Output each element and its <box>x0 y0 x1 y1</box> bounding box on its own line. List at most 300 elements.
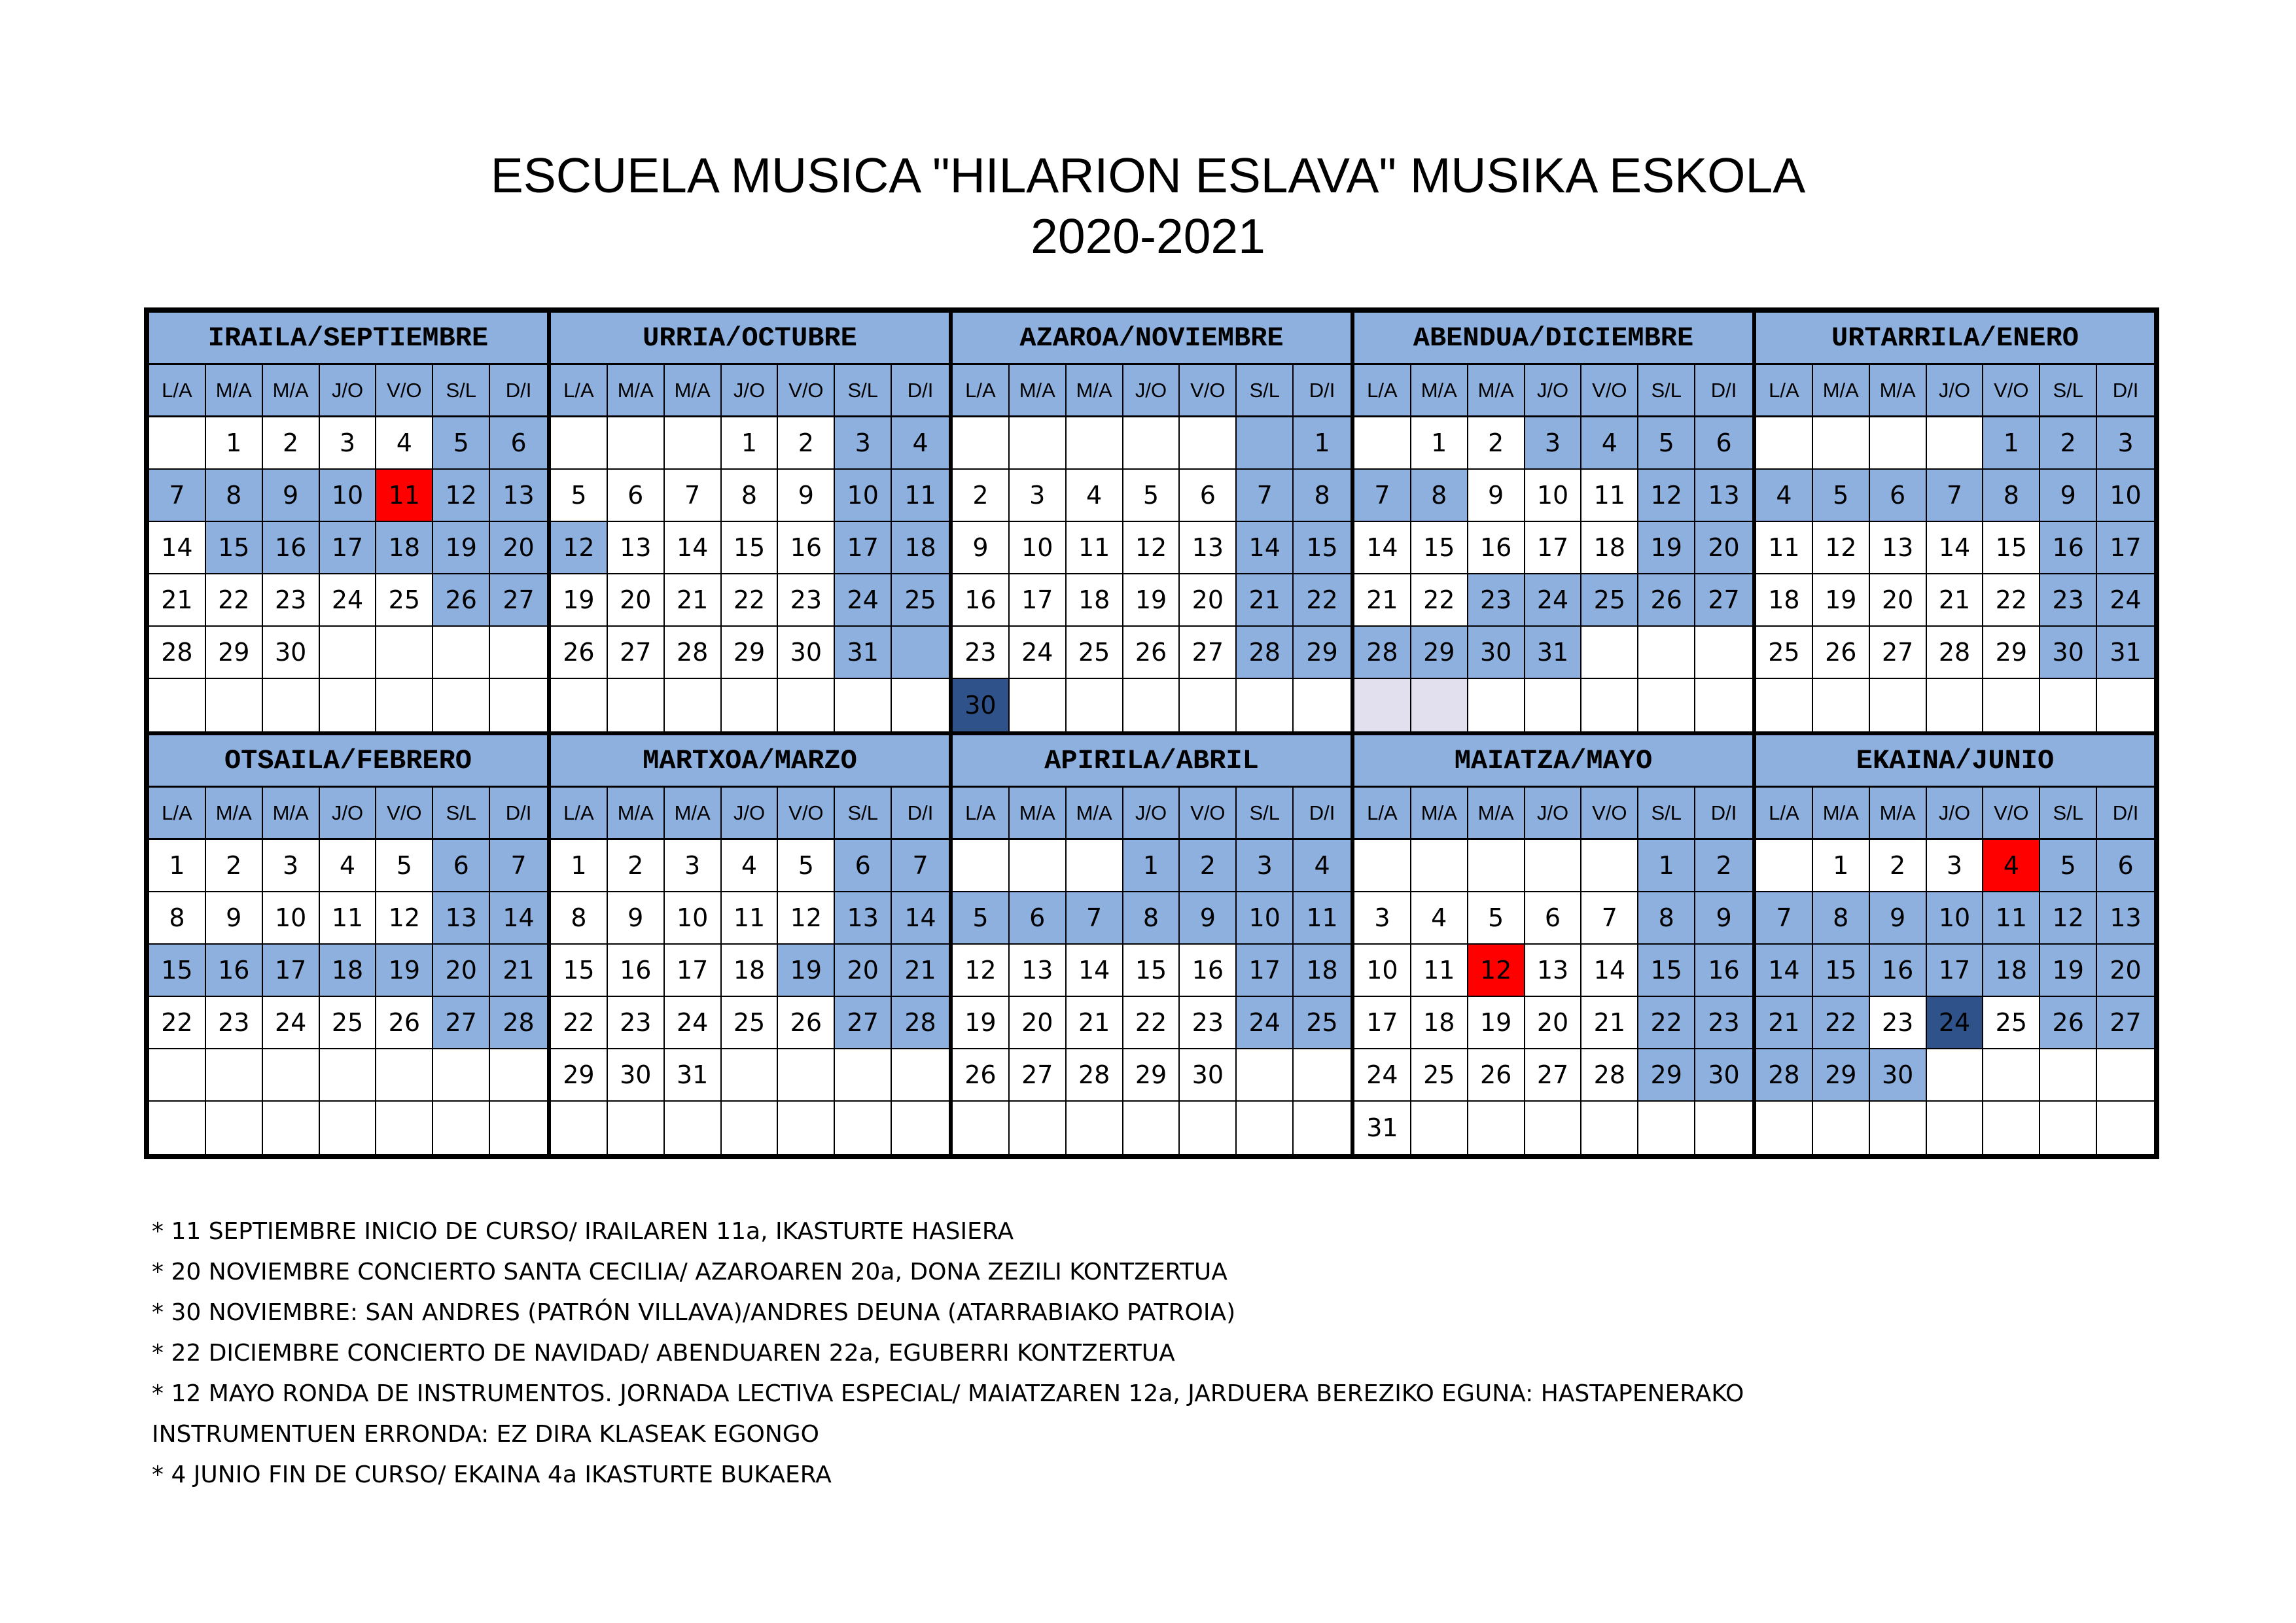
day-cell: 3 <box>1525 417 1582 470</box>
day-cell: 10 <box>263 892 320 945</box>
weekday-header: V/O <box>778 788 835 840</box>
day-cell: 27 <box>1010 1049 1067 1102</box>
day-cell: 12 <box>778 892 835 945</box>
weekday-header: D/I <box>490 365 547 417</box>
month-name: MAIATZA/MAYO <box>1354 735 1752 788</box>
day-cell: 27 <box>433 997 490 1049</box>
day-cell: 25 <box>722 997 779 1049</box>
day-cell: 20 <box>1695 522 1752 574</box>
day-cell: 21 <box>1581 997 1638 1049</box>
empty-cell <box>1180 1102 1237 1154</box>
weekday-header: M/A <box>608 365 665 417</box>
note-line: INSTRUMENTUEN ERRONDA: EZ DIRA KLASEAK EGONGO <box>152 1421 819 1448</box>
empty-cell <box>320 627 377 679</box>
day-cell: 22 <box>551 997 608 1049</box>
day-cell: 31 <box>1525 627 1582 679</box>
day-cell: 25 <box>376 574 433 627</box>
day-cell: 29 <box>206 627 263 679</box>
day-cell: 23 <box>608 997 665 1049</box>
day-cell: 5 <box>1813 470 1870 522</box>
day-cell: 25 <box>892 574 949 627</box>
empty-cell <box>1983 1049 2040 1102</box>
day-cell: 24 <box>1010 627 1067 679</box>
day-cell: 17 <box>665 945 722 997</box>
day-cell: 13 <box>1010 945 1067 997</box>
empty-cell <box>1010 679 1067 731</box>
day-cell: 23 <box>263 574 320 627</box>
day-cell: 19 <box>778 945 835 997</box>
day-cell: 12 <box>1468 945 1525 997</box>
day-cell: 29 <box>1638 1049 1695 1102</box>
note-line: * 20 NOVIEMBRE CONCIERTO SANTA CECILIA/ AZAROAREN 20a, DONA ZEZILI KONTZERTUA <box>152 1259 1227 1285</box>
day-cell: 10 <box>320 470 377 522</box>
empty-cell <box>1468 679 1525 731</box>
weekday-header: M/A <box>1870 365 1927 417</box>
month-name: MARTXOA/MARZO <box>551 735 949 788</box>
day-cell: 15 <box>1123 945 1180 997</box>
weekday-header: S/L <box>433 365 490 417</box>
weekday-header: D/I <box>892 365 949 417</box>
day-cell: 2 <box>778 417 835 470</box>
empty-cell <box>1638 679 1695 731</box>
empty-cell <box>1123 1102 1180 1154</box>
title-line-1: ESCUELA MUSICA "HILARION ESLAVA" MUSIKA ESKOLA <box>490 148 1806 203</box>
day-cell: 12 <box>376 892 433 945</box>
month-7 <box>951 733 1352 1156</box>
day-cell: 9 <box>1695 892 1752 945</box>
empty-cell <box>2040 1049 2097 1102</box>
day-cell: 19 <box>551 574 608 627</box>
day-cell: 28 <box>1756 1049 1813 1102</box>
empty-cell <box>1010 417 1067 470</box>
empty-cell <box>665 679 722 731</box>
weekday-header: M/A <box>665 788 722 840</box>
empty-cell <box>551 417 608 470</box>
day-cell: 16 <box>1695 945 1752 997</box>
empty-cell <box>433 1102 490 1154</box>
day-cell: 18 <box>1411 997 1468 1049</box>
page-title <box>0 145 2296 267</box>
empty-cell <box>835 679 892 731</box>
empty-cell <box>1756 417 1813 470</box>
day-cell: 25 <box>1067 627 1123 679</box>
day-cell: 21 <box>490 945 547 997</box>
day-cell: 15 <box>1294 522 1351 574</box>
day-cell: 7 <box>665 470 722 522</box>
day-cell: 19 <box>1468 997 1525 1049</box>
empty-cell <box>1581 679 1638 731</box>
empty-cell <box>1870 417 1927 470</box>
empty-cell <box>953 417 1010 470</box>
day-cell: 11 <box>1581 470 1638 522</box>
day-cell: 1 <box>551 840 608 892</box>
empty-cell <box>490 1102 547 1154</box>
day-cell: 8 <box>722 470 779 522</box>
empty-cell <box>2097 1102 2154 1154</box>
day-cell: 18 <box>1294 945 1351 997</box>
day-cell: 6 <box>1180 470 1237 522</box>
day-cell: 7 <box>1927 470 1984 522</box>
empty-cell <box>2097 679 2154 731</box>
day-cell: 26 <box>778 997 835 1049</box>
empty-cell <box>149 1102 206 1154</box>
weekday-header: S/L <box>1237 788 1294 840</box>
day-cell: 13 <box>2097 892 2154 945</box>
weekday-header: S/L <box>835 788 892 840</box>
day-cell: 2 <box>1870 840 1927 892</box>
day-cell: 27 <box>1180 627 1237 679</box>
empty-cell <box>778 679 835 731</box>
weekday-header: V/O <box>1983 788 2040 840</box>
day-cell: 2 <box>953 470 1010 522</box>
weekday-header: L/A <box>149 365 206 417</box>
weekday-header: S/L <box>2040 365 2097 417</box>
empty-cell <box>2040 1102 2097 1154</box>
empty-cell <box>1983 679 2040 731</box>
empty-cell <box>1294 1102 1351 1154</box>
empty-cell <box>1123 417 1180 470</box>
day-cell: 30 <box>1695 1049 1752 1102</box>
empty-cell <box>1468 1102 1525 1154</box>
day-cell: 29 <box>1813 1049 1870 1102</box>
day-cell: 1 <box>1638 840 1695 892</box>
day-cell: 28 <box>490 997 547 1049</box>
day-cell: 12 <box>433 470 490 522</box>
day-cell: 22 <box>1123 997 1180 1049</box>
day-cell: 22 <box>1294 574 1351 627</box>
day-cell: 26 <box>433 574 490 627</box>
day-cell: 31 <box>835 627 892 679</box>
day-cell: 15 <box>1411 522 1468 574</box>
day-cell: 4 <box>1983 840 2040 892</box>
empty-cell <box>1237 1049 1294 1102</box>
empty-cell <box>320 1102 377 1154</box>
day-cell: 6 <box>2097 840 2154 892</box>
month-8 <box>1352 733 1754 1156</box>
empty-cell <box>1294 679 1351 731</box>
weekday-header: V/O <box>376 365 433 417</box>
day-cell: 26 <box>1638 574 1695 627</box>
day-cell: 8 <box>1123 892 1180 945</box>
day-cell: 22 <box>149 997 206 1049</box>
day-cell: 6 <box>1870 470 1927 522</box>
day-cell: 20 <box>1525 997 1582 1049</box>
day-cell: 17 <box>1010 574 1067 627</box>
weekday-header: J/O <box>320 788 377 840</box>
weekday-header: S/L <box>2040 788 2097 840</box>
day-cell: 1 <box>1411 417 1468 470</box>
day-cell: 15 <box>551 945 608 997</box>
day-cell: 20 <box>835 945 892 997</box>
day-cell: 4 <box>1411 892 1468 945</box>
empty-cell <box>1695 1102 1752 1154</box>
weekday-header: L/A <box>953 365 1010 417</box>
day-cell: 6 <box>608 470 665 522</box>
empty-cell <box>2040 679 2097 731</box>
weekday-header: V/O <box>1180 365 1237 417</box>
day-cell: 13 <box>835 892 892 945</box>
empty-cell <box>263 1049 320 1102</box>
empty-cell <box>149 1049 206 1102</box>
day-cell: 9 <box>953 522 1010 574</box>
day-cell: 13 <box>1870 522 1927 574</box>
day-cell: 27 <box>608 627 665 679</box>
day-cell: 28 <box>1354 627 1411 679</box>
day-cell: 23 <box>778 574 835 627</box>
day-cell: 7 <box>1354 470 1411 522</box>
day-cell: 4 <box>892 417 949 470</box>
day-cell: 18 <box>722 945 779 997</box>
day-cell: 16 <box>778 522 835 574</box>
empty-cell <box>490 1049 547 1102</box>
day-cell: 28 <box>1927 627 1984 679</box>
day-cell: 31 <box>665 1049 722 1102</box>
day-cell: 17 <box>1525 522 1582 574</box>
month-1 <box>549 311 951 733</box>
empty-cell <box>433 627 490 679</box>
day-cell: 17 <box>320 522 377 574</box>
day-cell: 13 <box>608 522 665 574</box>
day-cell: 5 <box>2040 840 2097 892</box>
day-cell: 8 <box>149 892 206 945</box>
empty-cell <box>953 1102 1010 1154</box>
day-cell: 6 <box>490 417 547 470</box>
weekday-header: D/I <box>1695 365 1752 417</box>
day-cell: 29 <box>1983 627 2040 679</box>
month-name: EKAINA/JUNIO <box>1756 735 2154 788</box>
day-cell: 17 <box>1354 997 1411 1049</box>
day-cell: 9 <box>1468 470 1525 522</box>
weekday-header: M/A <box>665 365 722 417</box>
day-cell: 16 <box>263 522 320 574</box>
day-cell: 14 <box>1237 522 1294 574</box>
day-cell: 1 <box>1123 840 1180 892</box>
day-cell: 5 <box>1468 892 1525 945</box>
day-cell: 29 <box>551 1049 608 1102</box>
empty-cell <box>665 417 722 470</box>
month-name: URTARRILA/ENERO <box>1756 313 2154 365</box>
empty-cell <box>376 679 433 731</box>
day-cell: 10 <box>1237 892 1294 945</box>
month-9 <box>1754 733 2156 1156</box>
empty-cell <box>778 1102 835 1154</box>
title-line-2: 2020-2021 <box>1031 209 1265 264</box>
day-cell: 21 <box>1756 997 1813 1049</box>
day-cell: 1 <box>1813 840 1870 892</box>
day-cell: 4 <box>376 417 433 470</box>
day-cell: 12 <box>1123 522 1180 574</box>
day-cell: 30 <box>1468 627 1525 679</box>
day-cell: 25 <box>1756 627 1813 679</box>
weekday-header: M/A <box>1813 365 1870 417</box>
weekday-header: J/O <box>320 365 377 417</box>
day-cell: 20 <box>490 522 547 574</box>
day-cell: 15 <box>1638 945 1695 997</box>
empty-cell <box>263 679 320 731</box>
day-cell: 11 <box>892 470 949 522</box>
empty-cell <box>892 627 949 679</box>
day-cell: 21 <box>149 574 206 627</box>
day-cell: 13 <box>1180 522 1237 574</box>
day-cell: 19 <box>433 522 490 574</box>
day-cell: 14 <box>892 892 949 945</box>
empty-cell <box>892 1102 949 1154</box>
weekday-header: J/O <box>1927 788 1984 840</box>
day-cell: 22 <box>1983 574 2040 627</box>
day-cell: 5 <box>433 417 490 470</box>
empty-cell <box>206 679 263 731</box>
empty-cell <box>551 1102 608 1154</box>
day-cell: 16 <box>953 574 1010 627</box>
weekday-header: J/O <box>1123 788 1180 840</box>
empty-cell <box>1067 679 1123 731</box>
month-name: OTSAILA/FEBRERO <box>149 735 547 788</box>
day-cell: 10 <box>1927 892 1984 945</box>
day-cell: 22 <box>1638 997 1695 1049</box>
empty-cell <box>722 1102 779 1154</box>
day-cell: 25 <box>320 997 377 1049</box>
day-cell: 9 <box>206 892 263 945</box>
day-cell: 11 <box>376 470 433 522</box>
day-cell: 21 <box>1354 574 1411 627</box>
day-cell: 8 <box>206 470 263 522</box>
empty-cell <box>376 627 433 679</box>
weekday-header: J/O <box>1525 365 1582 417</box>
day-cell: 19 <box>376 945 433 997</box>
day-cell: 9 <box>778 470 835 522</box>
weekday-header: V/O <box>1581 365 1638 417</box>
day-cell: 3 <box>1354 892 1411 945</box>
day-cell: 28 <box>1067 1049 1123 1102</box>
weekday-header: M/A <box>1067 365 1123 417</box>
day-cell: 17 <box>263 945 320 997</box>
weekday-header: M/A <box>1468 788 1525 840</box>
day-cell: 14 <box>1756 945 1813 997</box>
empty-cell <box>433 1049 490 1102</box>
empty-cell <box>551 679 608 731</box>
day-cell: 6 <box>1525 892 1582 945</box>
day-cell: 10 <box>665 892 722 945</box>
weekday-header: M/A <box>1411 365 1468 417</box>
day-cell: 30 <box>2040 627 2097 679</box>
note-line: * 12 MAYO RONDA DE INSTRUMENTOS. JORNADA LECTIVA ESPECIAL/ MAIATZAREN 12a, JARDUERA BEREZIKO EGUNA: HASTAPENERAKO <box>152 1380 1744 1407</box>
weekday-header: M/A <box>206 365 263 417</box>
day-cell: 30 <box>263 627 320 679</box>
day-cell: 6 <box>1695 417 1752 470</box>
empty-cell <box>1067 1102 1123 1154</box>
day-cell: 5 <box>953 892 1010 945</box>
day-cell: 19 <box>2040 945 2097 997</box>
weekday-header: M/A <box>206 788 263 840</box>
empty-cell <box>1927 417 1984 470</box>
day-cell: 12 <box>2040 892 2097 945</box>
day-cell: 11 <box>722 892 779 945</box>
day-cell: 1 <box>206 417 263 470</box>
empty-cell <box>1638 1102 1695 1154</box>
weekday-header: V/O <box>1983 365 2040 417</box>
day-cell: 27 <box>1870 627 1927 679</box>
day-cell: 16 <box>1870 945 1927 997</box>
day-cell: 3 <box>1927 840 1984 892</box>
day-cell: 16 <box>1468 522 1525 574</box>
weekday-header: M/A <box>1411 788 1468 840</box>
day-cell: 19 <box>953 997 1010 1049</box>
month-name: URRIA/OCTUBRE <box>551 313 949 365</box>
empty-cell <box>778 1049 835 1102</box>
weekday-header: D/I <box>2097 788 2154 840</box>
weekday-header: S/L <box>433 788 490 840</box>
day-cell: 10 <box>2097 470 2154 522</box>
day-cell: 4 <box>1581 417 1638 470</box>
note-line: * 22 DICIEMBRE CONCIERTO DE NAVIDAD/ ABENDUAREN 22a, EGUBERRI KONTZERTUA <box>152 1340 1175 1367</box>
empty-cell <box>1870 1102 1927 1154</box>
day-cell: 24 <box>1354 1049 1411 1102</box>
day-cell: 18 <box>320 945 377 997</box>
empty-cell <box>1695 679 1752 731</box>
day-cell: 5 <box>551 470 608 522</box>
weekday-header: M/A <box>1870 788 1927 840</box>
day-cell: 30 <box>778 627 835 679</box>
day-cell: 23 <box>1468 574 1525 627</box>
day-cell: 26 <box>1123 627 1180 679</box>
day-cell: 9 <box>263 470 320 522</box>
day-cell: 2 <box>1468 417 1525 470</box>
empty-cell <box>1180 679 1237 731</box>
day-cell: 9 <box>1870 892 1927 945</box>
day-cell: 20 <box>1180 574 1237 627</box>
day-cell: 7 <box>1237 470 1294 522</box>
empty-cell <box>1927 1049 1984 1102</box>
day-cell: 17 <box>1237 945 1294 997</box>
empty-cell <box>1525 679 1582 731</box>
note-line: * 4 JUNIO FIN DE CURSO/ EKAINA 4a IKASTURTE BUKAERA <box>152 1461 832 1488</box>
weekday-header: J/O <box>722 365 779 417</box>
school-calendar <box>144 307 2159 1159</box>
empty-cell <box>1180 417 1237 470</box>
day-cell: 20 <box>2097 945 2154 997</box>
day-cell: 1 <box>149 840 206 892</box>
day-cell: 17 <box>1927 945 1984 997</box>
day-cell: 18 <box>1067 574 1123 627</box>
weekday-header: M/A <box>1010 365 1067 417</box>
day-cell: 15 <box>1983 522 2040 574</box>
day-cell: 16 <box>608 945 665 997</box>
day-cell: 19 <box>1638 522 1695 574</box>
day-cell: 22 <box>206 574 263 627</box>
day-cell: 18 <box>376 522 433 574</box>
month-3 <box>1352 311 1754 733</box>
note-line: * 11 SEPTIEMBRE INICIO DE CURSO/ IRAILAREN 11a, IKASTURTE HASIERA <box>152 1218 1014 1245</box>
weekday-header: S/L <box>835 365 892 417</box>
notes-list <box>152 1212 2180 1495</box>
day-cell: 16 <box>2040 522 2097 574</box>
empty-cell <box>1237 1102 1294 1154</box>
empty-cell <box>608 679 665 731</box>
day-cell: 14 <box>149 522 206 574</box>
empty-cell <box>608 417 665 470</box>
empty-cell <box>1294 1049 1351 1102</box>
day-cell: 23 <box>953 627 1010 679</box>
day-cell: 24 <box>665 997 722 1049</box>
empty-cell <box>1237 679 1294 731</box>
day-cell: 14 <box>490 892 547 945</box>
empty-cell <box>1813 417 1870 470</box>
day-cell: 2 <box>1180 840 1237 892</box>
empty-cell <box>2097 1049 2154 1102</box>
day-cell: 27 <box>1695 574 1752 627</box>
day-cell: 13 <box>1525 945 1582 997</box>
day-cell: 1 <box>722 417 779 470</box>
